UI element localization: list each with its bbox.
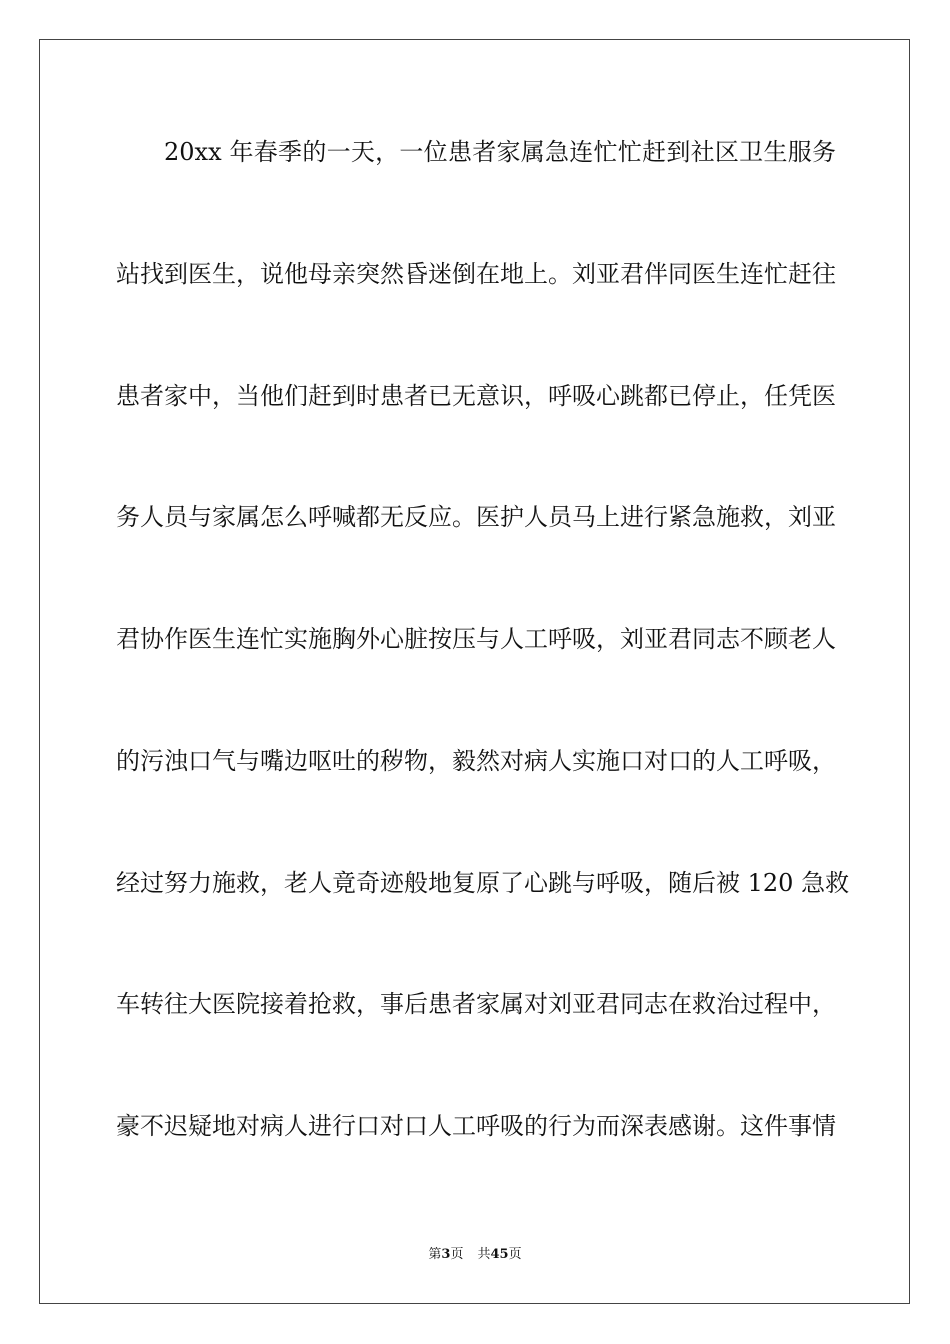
text-line: 务人员与家属怎么呼喊都无反应。医护人员马上进行紧急施救，刘亚 [116,503,836,531]
page-label-suffix: 页 [450,1247,464,1262]
text-line: 车转往大医院接着抢救，事后患者家属对刘亚君同志在救治过程中， [116,990,836,1018]
text-line: 经过努力施救，老人竟奇迹般地复原了心跳与呼吸，随后被 120 急救 [116,869,850,897]
total-label-prefix: 共 [477,1247,491,1262]
current-page-number: 3 [441,1247,451,1262]
text-line: 豪不迟疑地对病人进行口对口人工呼吸的行为而深表感谢。这件事情 [116,1112,836,1140]
text-line: 20xx 年春季的一天，一位患者家属急连忙忙赶到社区卫生服务 [164,138,836,166]
text-line: 患者家中，当他们赶到时患者已无意识，呼吸心跳都已停止，任凭医 [116,382,836,410]
total-label-suffix: 页 [508,1247,522,1262]
text-line: 君协作医生连忙实施胸外心脏按压与人工呼吸，刘亚君同志不顾老人 [116,625,836,653]
page-footer [0,1247,950,1263]
text-line: 站找到医生，说他母亲突然昏迷倒在地上。刘亚君伴同医生连忙赶往 [116,260,836,288]
page-label-prefix: 第 [428,1247,442,1262]
total-pages-number: 45 [490,1247,509,1262]
text-line: 的污浊口气与嘴边呕吐的秽物，毅然对病人实施口对口的人工呼吸， [116,747,836,775]
